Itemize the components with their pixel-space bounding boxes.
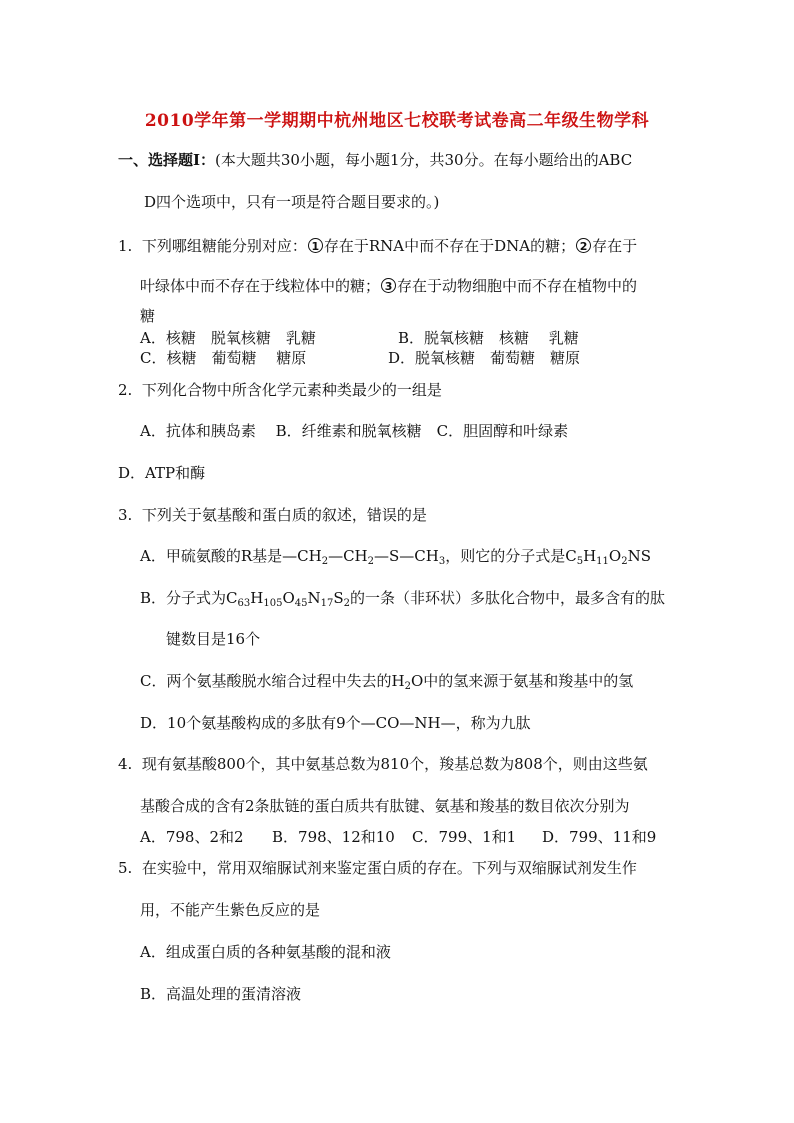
subscript: 2 — [404, 681, 411, 692]
question-3-option-c — [140, 671, 633, 691]
formula-text: —S—CH — [374, 547, 439, 565]
question-1-line-2 — [140, 276, 637, 296]
formula-text: H — [250, 589, 264, 607]
question-5-option-b: B．高温处理的蛋清溶液 — [140, 985, 302, 1003]
formula-text: B．分子式为C — [140, 589, 238, 607]
question-1-option-a: A．核糖 脱氧核糖 乳糖 — [140, 329, 316, 347]
circled-number-1: 1 — [308, 238, 323, 253]
formula-text: C．两个氨基酸脱水缩合过程中失去的H — [140, 672, 405, 690]
subscript: 105 — [263, 598, 283, 609]
subscript: 11 — [596, 556, 609, 567]
subscript: 2 — [343, 598, 350, 609]
question-1-text: 存在于动物细胞中而不存在植物中的 — [397, 277, 638, 295]
question-1-line-3: 糖 — [140, 307, 156, 325]
question-4-text: 现有氨基酸800个，其中氨基总数为810个，羧基总数为808个，则由这些氨 — [141, 755, 648, 773]
question-2-options-abc: A．抗体和胰岛素 B．纤维素和脱氧核糖 C．胆固醇和叶绿素 — [140, 422, 569, 440]
question-3-option-b-cont: 键数目是16个 — [166, 630, 261, 648]
question-4-option-c: C．799、1和1 — [412, 828, 517, 846]
question-1-number: 1. — [118, 237, 133, 255]
question-5-number: 5. — [118, 859, 133, 877]
question-3-option-d: D．10个氨基酸构成的多肽有9个—CO—NH—，称为九肽 — [140, 714, 531, 732]
question-4-option-d: D．799、11和9 — [542, 828, 657, 846]
question-4-line-2: 基酸合成的含有2条肽链的蛋白质共有肽键、氨基和羧基的数目依次分别为 — [140, 797, 630, 815]
subscript: 2 — [367, 556, 374, 567]
question-3-number: 3. — [118, 506, 133, 524]
section-desc-2: D四个选项中，只有一项是符合题目要求的。) — [144, 193, 440, 211]
question-1-option-b: B．脱氧核糖 核糖 乳糖 — [398, 329, 579, 347]
question-4-number: 4. — [118, 755, 133, 773]
subscript: 63 — [237, 598, 251, 609]
question-2-text: 下列化合物中所含化学元素种类最少的一组是 — [141, 381, 442, 399]
question-1-text: 存在于 — [592, 237, 638, 255]
question-1-option-d: D．脱氧核糖 葡萄糖 糖原 — [388, 349, 581, 367]
question-3-option-b — [140, 588, 665, 608]
subscript: 45 — [294, 598, 308, 609]
section-header — [118, 150, 632, 170]
question-3-stem — [118, 505, 427, 525]
formula-text: S — [333, 589, 344, 607]
question-1-text: 下列哪组糖能分别对应： — [141, 237, 307, 255]
formula-text: O — [608, 547, 622, 565]
section-label: 一、选择题Ⅰ： — [118, 151, 216, 169]
formula-text: O — [282, 589, 295, 607]
formula-text: NS — [627, 547, 651, 565]
subscript: 5 — [576, 556, 584, 567]
question-5-line-1 — [118, 858, 637, 878]
formula-text: 的一条（非环状）多肽化合物中，最多含有的肽 — [350, 589, 666, 607]
subscript: 2 — [321, 556, 329, 567]
question-1-text: 叶绿体中而不存在于线粒体中的糖； — [140, 277, 381, 295]
formula-text: H — [583, 547, 597, 565]
circled-number-3: 3 — [381, 278, 396, 293]
question-2-option-d: D．ATP和酶 — [118, 464, 206, 482]
question-2-number: 2. — [118, 381, 133, 399]
circled-number-2: 2 — [576, 238, 591, 253]
question-2-stem — [118, 380, 442, 400]
formula-text: —CH — [328, 547, 368, 565]
formula-text: O中的氢来源于氨基和羧基中的氢 — [410, 672, 634, 690]
section-desc-1: (本大题共30小题，每小题1分，共30分。在每小题给出的ABC — [215, 151, 633, 169]
subscript: 3 — [438, 556, 446, 567]
question-5-line-2: 用，不能产生紫色反应的是 — [140, 901, 321, 919]
question-5-text: 在实验中，常用双缩脲试剂来鉴定蛋白质的存在。下列与双缩脲试剂发生作 — [141, 859, 637, 877]
question-5-option-a: A．组成蛋白质的各种氨基酸的混和液 — [140, 943, 391, 961]
question-1-option-c: C．核糖 葡萄糖 糖原 — [140, 349, 307, 367]
question-4-line-1 — [118, 754, 648, 774]
question-4-option-b: B．798、12和10 — [272, 828, 395, 846]
question-1-text: 存在于RNA中而不存在于DNA的糖； — [323, 237, 576, 255]
subscript: 17 — [320, 598, 334, 609]
formula-text: N — [307, 589, 321, 607]
subscript: 2 — [621, 556, 628, 567]
formula-text: A．甲硫氨酸的R基是—CH — [140, 547, 322, 565]
question-4-option-a: A．798、2和2 — [140, 828, 244, 846]
question-3-text: 下列关于氨基酸和蛋白质的叙述，错误的是 — [141, 506, 427, 524]
question-3-option-a — [140, 546, 651, 566]
exam-title: 2010学年第一学期期中杭州地区七校联考试卷高二年级生物学科 — [144, 111, 650, 131]
formula-text: ，则它的分子式是C — [445, 547, 577, 565]
question-1-line-1 — [118, 236, 637, 256]
